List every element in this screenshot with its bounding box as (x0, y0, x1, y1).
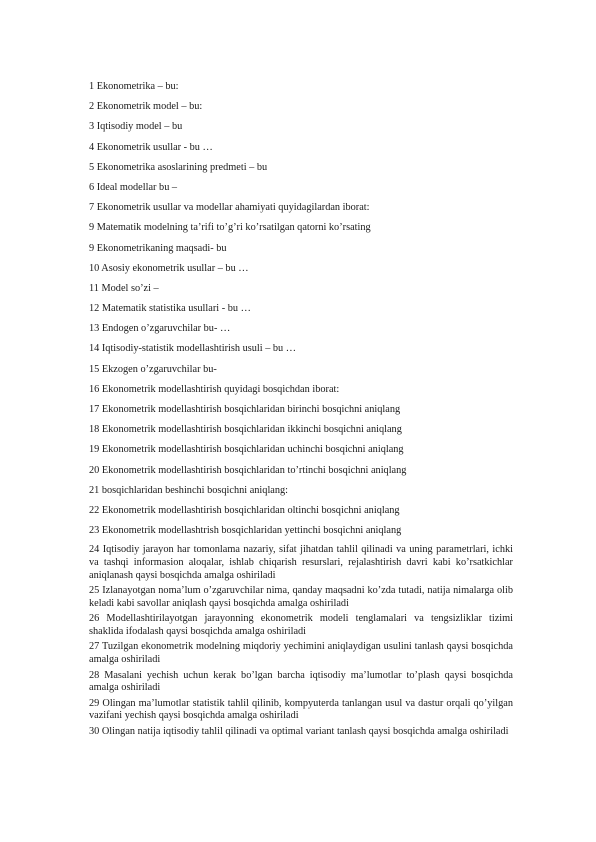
question-item: 11 Model so’zi – (89, 282, 159, 294)
question-item: 1 Ekonometrika – bu: (89, 81, 179, 92)
question-item: 10 Asosiy ekonometrik usullar – bu … (89, 262, 249, 274)
question-item: 12 Matematik statistika usullari - bu … (89, 303, 251, 315)
question-item: 23 Ekonometrik modellashtrish bosqichlaridan yettinchi bosqichni aniqlang (89, 525, 402, 537)
question-item: 29 Olingan ma’lumotlar statistik tahlil qilinib, kompyuterda tanlangan usul va dastur orqali qo’yilgan vazifani yechish qaysi bosqichda amalga oshiriladi (89, 697, 513, 722)
question-item: 20 Ekonometrik modellashtirish bosqichlaridan to’rtinchi bosqichni aniqlang (89, 464, 407, 476)
question-item: 7 Ekonometrik usullar va modellar ahamiyati quyidagilardan iborat: (89, 202, 370, 214)
question-item: 19 Ekonometrik modellashtirish bosqichlaridan uchinchi bosqichni aniqlang (89, 444, 404, 456)
question-item: 6 Ideal modellar bu – (89, 181, 178, 193)
question-item: 27 Tuzilgan ekonometrik modelning miqdoriy yechimini aniqlaydigan usulini tanlash qaysi bosqichda amalga oshiriladi (89, 641, 513, 666)
question-item: 22 Ekonometrik modellashtirish bosqichlaridan oltinchi bosqichni aniqlang (89, 504, 400, 516)
question-item: 28 Masalani yechish uchun kerak bo’lgan barcha iqtisodiy ma’lumotlar to’plash qaysi bosqichda amalga oshiriladi (89, 669, 513, 694)
question-item: 18 Ekonometrik modellashtirish bosqichlaridan ikkinchi bosqichni aniqlang (89, 424, 402, 436)
question-item: 26 Modellashtirilayotgan jarayonning ekonometrik modeli tenglamalari va tengsizliklar tizimi shaklida ifodalash qaysi bosqichda amalga oshiriladi (89, 613, 513, 637)
question-item: 13 Endogen o’zgaruvchilar bu- … (89, 323, 231, 335)
question-item: 14 Iqtisodiy-statistik modellashtirish usuli – bu … (89, 343, 297, 355)
question-item: 25 Izlanayotgan noma’lum o’zgaruvchilar nima, qanday maqsadni ko’zda tutadi, natija nimalarga olib keladi kabi savollar aniqlash qaysi bosqichda amalga oshiriladi (89, 585, 513, 609)
question-list (89, 80, 513, 742)
question-item: 17 Ekonometrik modellashtirish bosqichlaridan birinchi bosqichni aniqlang (89, 404, 401, 415)
question-item: 21 bosqichlaridan beshinchi bosqichni aniqlang: (89, 484, 289, 496)
question-item: 3 Iqtisodiy model – bu (89, 121, 183, 133)
question-item: 4 Ekonometrik usullar - bu … (89, 141, 213, 153)
question-item: 5 Ekonometrika asoslarining predmeti – bu (89, 161, 268, 173)
question-item: 9 Matematik modelning ta’rifi to’g’ri ko’rsatilgan qatorni ko’rsating (89, 222, 371, 234)
question-item: 15 Ekzogen o’zgaruvchilar bu- (89, 363, 217, 375)
question-item: 16 Ekonometrik modellashtirish quyidagi bosqichdan iborat: (89, 383, 340, 395)
question-item: 30 Olingan natija iqtisodiy tahlil qilinadi va optimal variant tanlash qaysi bosqichda amalga oshiriladi (89, 726, 509, 738)
question-item: 24 Iqtisodiy jarayon har tomonlama nazariy, sifat jihatdan tahlil qilinadi va uning parametrlari, ichki va tashqi informasion aloqalar, ishlab chiqarish resurslari, rejalashtirish davri kabi ko’rsatkichlar aniqlanash qaysi bosqichda amalga oshiriladi (89, 544, 513, 581)
question-item: 2 Ekonometrik model – bu: (89, 101, 203, 113)
question-item: 9 Ekonometrikaning maqsadi- bu (89, 242, 227, 254)
